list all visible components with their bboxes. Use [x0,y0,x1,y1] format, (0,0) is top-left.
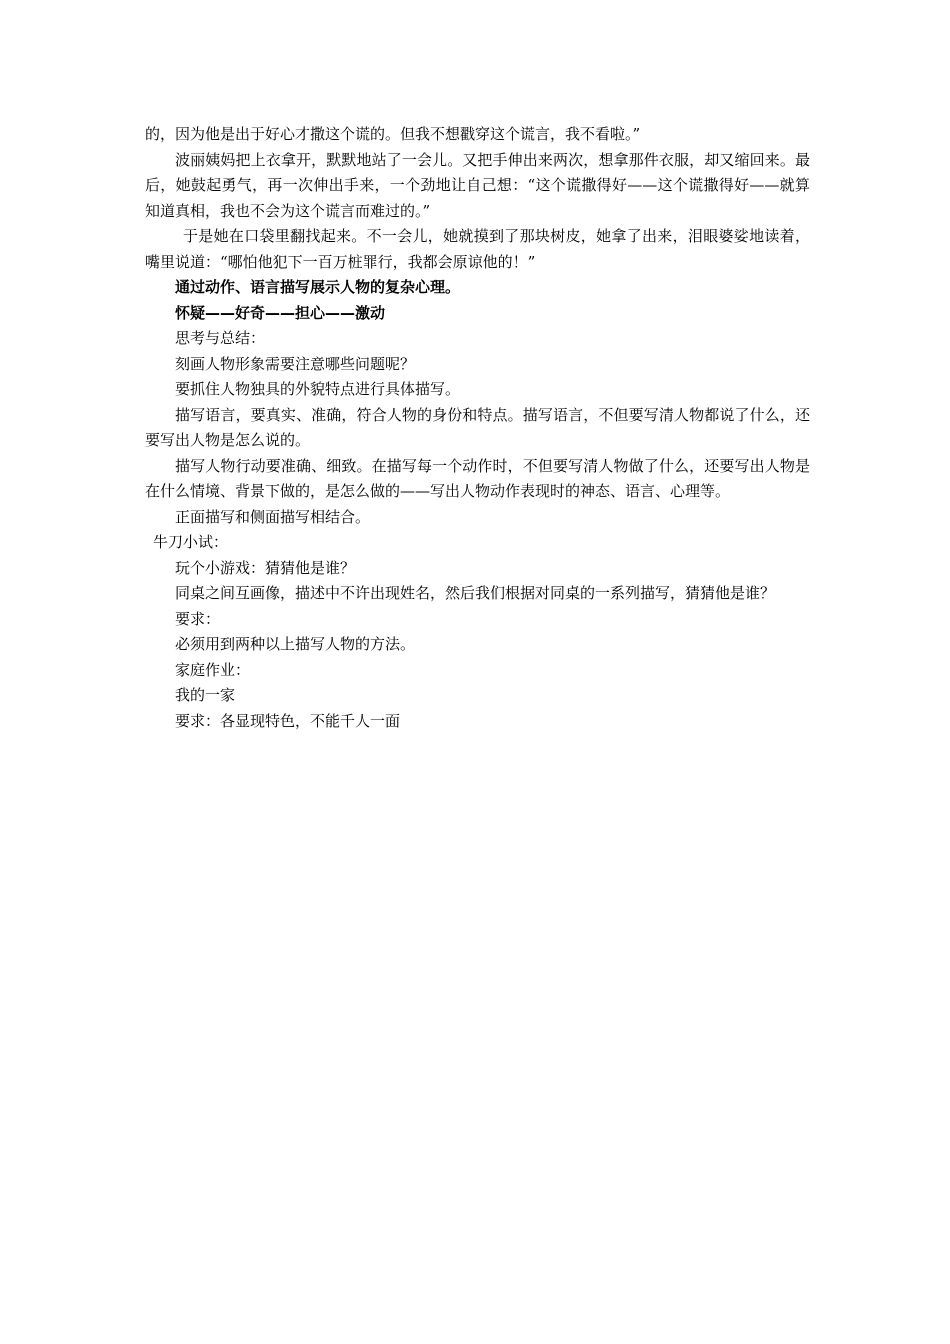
point-language: 描写语言，要真实、准确，符合人物的身份和特点。描写语言，不但要写清人物都说了什么，还要写出人物是怎么说的。 [145,405,810,449]
homework-requirement: 要求：各显现特色，不能千人一面 [175,711,401,730]
homework-title: 我的一家 [175,686,236,704]
point-direct-indirect: 正面描写和侧面描写相结合。 [175,507,371,526]
requirement-text: 必须用到两种以上描写人物的方法。 [175,635,416,653]
section-think-summary: 思考与总结： [175,329,266,347]
section-homework: 家庭作业： [175,660,251,679]
requirement-label: 要求： [175,609,221,628]
paragraph-aunt-polly: 波丽姨妈把上衣拿开，默默地站了一会儿。又把手伸出来两次，想拿那件衣服，却又缩回来。最后，她鼓起勇气，再一次伸出手来，一个劲地让自己想：“这个谎撒得好——这个谎撒得好——就算知道真相，我也不会为这个谎言而难过的。” [145,150,810,220]
question-line: 刻画人物形象需要注意哪些问题呢？ [175,354,416,373]
paragraph-continuation: 的，因为他是出于好心才撒这个谎的。但我不想戳穿这个谎言，我不看啦。” [145,125,641,143]
game-description: 同桌之间互画像，描述中不许出现姓名，然后我们根据对同桌的一系列描写，猜猜他是谁？ [175,584,776,602]
summary-heading: 通过动作、语言描写展示人物的复杂心理。 [175,278,461,296]
section-practice: 牛刀小试： [153,533,229,551]
point-appearance: 要抓住人物独具的外貌特点进行具体描写。 [175,380,461,398]
point-action: 描写人物行动要准确、细致。在描写每一个动作时，不但要写清人物做了什么，还要写出人物是在什么情境、背景下做的，是怎么做的——写出人物动作表现时的神态、语言、心理等。 [145,456,810,500]
paragraph-tree-bark: 于是她在口袋里翻找起来。不一会儿，她就摸到了那块树皮，她拿了出来，泪眼婆娑地读着，嘴里说道：“哪怕他犯下一百万桩罪行，我都会原谅他的！” [145,227,810,271]
emotion-sequence: 怀疑——好奇——担心——激动 [175,303,386,322]
document-page [145,122,810,734]
game-title: 玩个小游戏：猜猜他是谁？ [175,558,356,577]
